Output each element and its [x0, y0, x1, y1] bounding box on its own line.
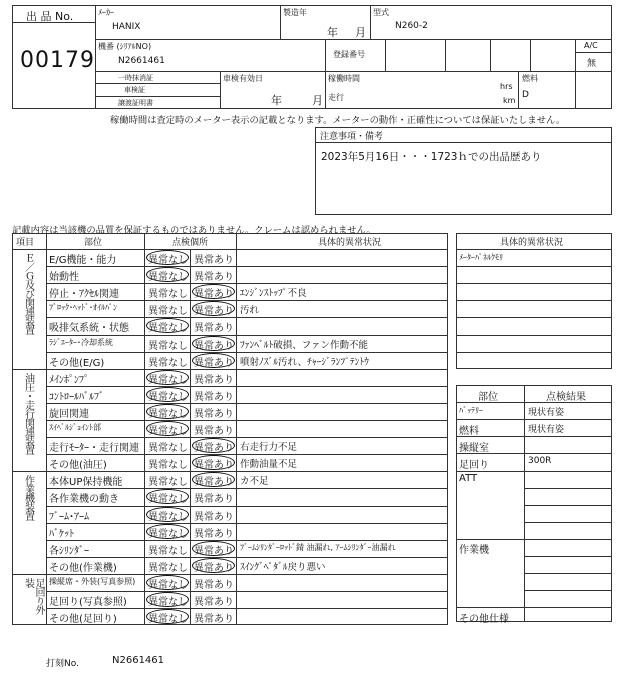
right-detail-line — [456, 352, 612, 353]
results-line — [456, 539, 612, 540]
option-ng[interactable]: 異常あり — [194, 477, 234, 489]
part-label: 操縦席・外装(写真参照) — [49, 576, 136, 586]
results-part: ﾊﾞｯﾃﾘｰ — [459, 406, 483, 416]
option-ng[interactable]: 異常あり — [194, 272, 234, 284]
detail-text: 作動油量不足 — [240, 459, 298, 471]
group-label: 作業機装置 — [22, 475, 34, 521]
detail-text: カ不足 — [240, 476, 269, 488]
results-value: 300R — [528, 456, 552, 467]
option-ok[interactable]: 異常なし — [148, 306, 188, 318]
row-line — [46, 335, 448, 336]
row-line — [46, 608, 448, 609]
option-ng[interactable]: 異常あり — [194, 426, 234, 437]
part-label: ﾌﾞﾛｯｸ･ﾍｯﾄﾞ･ｵｲﾙﾊﾟﾝ — [49, 303, 117, 313]
option-ok[interactable]: 異常なし — [148, 391, 188, 403]
results-line — [456, 607, 612, 608]
part-label: 走行ﾓｰﾀｰ・走行関連 — [49, 443, 139, 455]
option-ok[interactable]: 異常なし — [148, 323, 188, 335]
selection-mark — [192, 353, 235, 368]
part-label: その他(足回り) — [49, 614, 117, 626]
part-label: 各作業機の動き — [49, 494, 119, 506]
selection-mark — [192, 541, 235, 556]
work-label: 作業機 — [459, 544, 489, 556]
part-label: その他(E/G) — [49, 357, 105, 369]
option-ng[interactable]: 異常あり — [194, 511, 234, 523]
option-ok[interactable]: 異常なし — [148, 272, 188, 284]
detail-text: 汚れ — [240, 305, 260, 317]
hrs-unit: hrs — [500, 82, 513, 91]
selection-mark — [146, 592, 189, 607]
transfer-label: 譲渡証明書 — [118, 99, 153, 107]
part-label: 本体UP保持機能 — [49, 477, 123, 489]
option-ok[interactable]: 異常なし — [148, 494, 188, 506]
option-ok[interactable]: 異常なし — [148, 460, 188, 472]
part-label: ﾒｲﾝﾎﾟﾝﾌﾟ — [49, 374, 89, 386]
option-ng[interactable]: 異常あり — [194, 494, 234, 506]
part-label: 吸排気系統・状態 — [49, 323, 129, 335]
work-subline — [524, 573, 612, 574]
item-no-value: 00179 — [20, 48, 95, 73]
work-subline — [524, 556, 612, 557]
detail-text: 噴射ﾉｽﾞﾙ汚れ、ﾁｬｰｼﾞﾗﾝﾌﾟﾃﾝﾄｳ — [240, 356, 369, 368]
option-ok[interactable]: 異常なし — [148, 477, 188, 489]
fuel-label: 燃料 — [522, 74, 538, 83]
table-header-4: 具体的異常状況 — [318, 238, 382, 248]
detail-text: 右走行力不足 — [240, 442, 298, 454]
right-detail-line — [456, 317, 612, 318]
row-line — [46, 557, 448, 558]
row-line — [46, 523, 448, 524]
option-ng[interactable]: 異常あり — [194, 391, 234, 403]
part-label: ﾗｼﾞｴｰﾀｰ･冷却系統 — [49, 337, 113, 347]
month-unit: 月 — [355, 26, 366, 39]
stamp-no-label: 打刻No. — [46, 659, 79, 669]
option-ok[interactable]: 異常なし — [148, 528, 188, 540]
right-detail-line — [456, 249, 612, 250]
option-ng[interactable]: 異常あり — [194, 545, 234, 557]
stamp-no-value: N2661461 — [112, 655, 165, 666]
part-label: ｺﾝﾄﾛｰﾙﾊﾞﾙﾌﾞ — [49, 391, 104, 403]
option-ok[interactable]: 異常なし — [148, 614, 188, 626]
group-label: 油圧・走行関連装置 — [22, 372, 34, 454]
travel-label: 走行 — [328, 93, 344, 102]
option-ng[interactable]: 異常あり — [194, 614, 234, 626]
results-line — [456, 471, 612, 472]
option-ok[interactable]: 異常なし — [148, 340, 188, 352]
selection-mark — [146, 387, 189, 402]
row-line — [46, 540, 448, 541]
table-col-line — [46, 233, 47, 625]
quality-notice: 記載内容は当該機の品質を保証するものではありません。クレームは認められません。 — [12, 225, 376, 236]
results-line — [456, 453, 612, 454]
option-ng[interactable]: 異常あり — [194, 443, 234, 455]
option-ng[interactable]: 異常あり — [194, 374, 234, 386]
table-header-1: 項目 — [16, 238, 35, 248]
right-detail-line — [456, 283, 612, 284]
table-header-2: 部位 — [84, 238, 103, 248]
group-line — [12, 574, 448, 575]
option-ng[interactable]: 異常あり — [194, 528, 234, 540]
option-ok[interactable]: 異常なし — [148, 443, 188, 455]
option-ok[interactable]: 異常なし — [148, 545, 188, 557]
part-label: その他(作業機) — [49, 562, 117, 574]
results-header-result: 点検結果 — [546, 392, 586, 403]
detail-text: ｴﾝｼﾞﾝｽﾄｯﾌﾟ不良 — [240, 288, 307, 300]
selection-mark — [146, 404, 189, 419]
option-ok[interactable]: 異常なし — [148, 426, 188, 437]
part-label: ﾌﾞｰﾑ･ｱｰﾑ — [49, 511, 89, 523]
right-detail-line — [456, 266, 612, 267]
part-label: 各ｼﾘﾝﾀﾞｰ — [49, 545, 89, 557]
right-detail-line — [456, 335, 612, 336]
row-line — [46, 352, 448, 353]
part-label: 始動性 — [49, 272, 79, 284]
option-ok[interactable]: 異常なし — [148, 408, 188, 420]
row-line — [46, 403, 448, 404]
selection-mark — [192, 336, 235, 351]
part-label: 停止・ｱｸｾﾙ関連 — [49, 289, 119, 301]
table-header-line — [12, 249, 448, 250]
results-header-part: 部位 — [478, 392, 498, 403]
results-part: 足回り — [459, 460, 489, 472]
part-label: 旋回関連 — [49, 408, 89, 420]
inspection-year-unit: 年 — [271, 94, 282, 107]
part-label: ｽｲﾍﾞﾙｼﾞｮｲﾝﾄ部 — [49, 423, 101, 432]
serial-value: N2661461 — [118, 56, 165, 66]
option-ng[interactable]: 異常あり — [194, 306, 234, 318]
other-label: その他仕様 — [459, 614, 509, 626]
vehicle-cert-label: 車検証 — [124, 86, 145, 94]
hours-notice: 稼働時間は査定時のメーター表示の記載となります。メーターの動作・正確性については保証いたしません。 — [110, 115, 566, 126]
serial-label: 機番 (ｼﾘｱﾙNO) — [98, 42, 152, 51]
results-part: 操縦室 — [459, 443, 489, 455]
option-ok[interactable]: 異常なし — [148, 374, 188, 386]
selection-mark — [146, 421, 189, 436]
group-line — [12, 471, 448, 472]
option-ng[interactable]: 異常あり — [194, 408, 234, 420]
ac-value: 無 — [587, 59, 597, 69]
att-label: ATT — [459, 472, 478, 484]
results-value: 現状有姿 — [528, 425, 565, 436]
option-ng[interactable]: 異常あり — [194, 289, 234, 301]
table-col-line — [144, 233, 145, 625]
option-ok[interactable]: 異常なし — [148, 511, 188, 523]
detail-text: ｽｲﾝｸﾞﾍﾟﾀﾞﾙ戻り悪い — [240, 561, 326, 573]
group-label: Ｅ／Ｇ及び関連装置 — [22, 253, 34, 334]
detail-text: ﾌﾞｰﾑｼﾘﾝﾀﾞｰﾛｯﾄﾞ錆 油漏れ, ｱｰﾑｼﾘﾝﾀﾞｰ油漏れ — [240, 542, 396, 552]
model-label: 型式 — [373, 8, 389, 17]
results-line — [456, 402, 612, 403]
results-line — [456, 419, 612, 420]
option-ng[interactable]: 異常あり — [194, 597, 234, 608]
reg-label: 登録番号 — [333, 50, 365, 59]
row-line — [46, 437, 448, 438]
row-line — [46, 300, 448, 301]
option-ng[interactable]: 異常あり — [194, 255, 234, 266]
group-label: 足回り外装 — [22, 577, 44, 614]
results-part: 燃料 — [459, 426, 479, 438]
selection-mark — [146, 575, 189, 590]
inspection-label: 車検有効日 — [223, 74, 263, 83]
row-line — [46, 386, 448, 387]
model-value: N260-2 — [395, 21, 428, 31]
option-ok[interactable]: 異常なし — [148, 255, 188, 266]
att-subline — [524, 488, 612, 489]
km-unit: km — [503, 96, 516, 105]
results-value: 現状有姿 — [528, 408, 565, 419]
table-header-3: 点検個所 — [172, 238, 209, 248]
selection-mark — [146, 370, 189, 385]
row-line — [46, 488, 448, 489]
part-label: ﾊﾞｹｯﾄ — [49, 528, 74, 540]
table-col-line — [236, 233, 237, 625]
results-line — [456, 436, 612, 437]
year-label: 製造年 — [283, 8, 307, 17]
right-results-frame — [456, 385, 612, 622]
selection-mark — [146, 507, 189, 522]
year-unit: 年 — [327, 26, 338, 39]
results-col-line — [524, 385, 525, 622]
option-ng[interactable]: 異常あり — [194, 340, 234, 352]
option-ng[interactable]: 異常あり — [194, 562, 234, 574]
group-line — [12, 369, 448, 370]
right-detail-header: 具体的異常状況 — [500, 238, 564, 248]
row-line — [46, 283, 448, 284]
maker-label: ﾒｰｶｰ — [98, 8, 114, 17]
part-label: 足回り(写真参照) — [49, 597, 127, 608]
maker-value: HANIX — [112, 22, 141, 32]
att-subline — [524, 522, 612, 523]
right-detail-line — [456, 300, 612, 301]
option-ok[interactable]: 異常なし — [148, 357, 188, 369]
part-label: E/G機能・能力 — [49, 255, 117, 266]
detail-text: ﾌｧﾝﾍﾞﾙﾄ破損、ファン作動不能 — [240, 339, 369, 351]
right-detail-item: ﾒｰﾀｰﾊﾟﾈﾙｸﾓﾘ — [459, 253, 503, 262]
option-ng[interactable]: 異常あり — [194, 357, 234, 369]
hours-label: 稼働時間 — [328, 74, 360, 83]
row-line — [46, 317, 448, 318]
row-line — [46, 420, 448, 421]
fuel-value: D — [522, 90, 529, 100]
selection-mark — [192, 558, 235, 573]
selection-mark — [146, 524, 189, 539]
item-no-label: 出 品 No. — [26, 10, 74, 23]
temp-reg-label: 一時抹消証 — [118, 74, 153, 82]
option-ng[interactable]: 異常あり — [194, 323, 234, 335]
remarks-label: 注意事項・備考 — [320, 132, 384, 142]
part-label: その他(油圧) — [49, 460, 107, 472]
option-ok[interactable]: 異常なし — [148, 579, 188, 591]
option-ng[interactable]: 異常あり — [194, 579, 234, 591]
ac-label: A/C — [584, 41, 598, 50]
row-line — [46, 266, 448, 267]
option-ng[interactable]: 異常あり — [194, 460, 234, 472]
option-ok[interactable]: 異常なし — [148, 289, 188, 301]
att-subline — [524, 505, 612, 506]
row-line — [46, 591, 448, 592]
option-ok[interactable]: 異常なし — [148, 597, 188, 608]
row-line — [46, 506, 448, 507]
selection-mark — [146, 250, 189, 265]
row-line — [46, 454, 448, 455]
remarks-text: 2023年5月16日・・・1723ｈでの出品歴あり — [321, 151, 542, 163]
work-subline — [524, 590, 612, 591]
option-ok[interactable]: 異常なし — [148, 562, 188, 574]
inspection-month-unit: 月 — [312, 94, 323, 107]
